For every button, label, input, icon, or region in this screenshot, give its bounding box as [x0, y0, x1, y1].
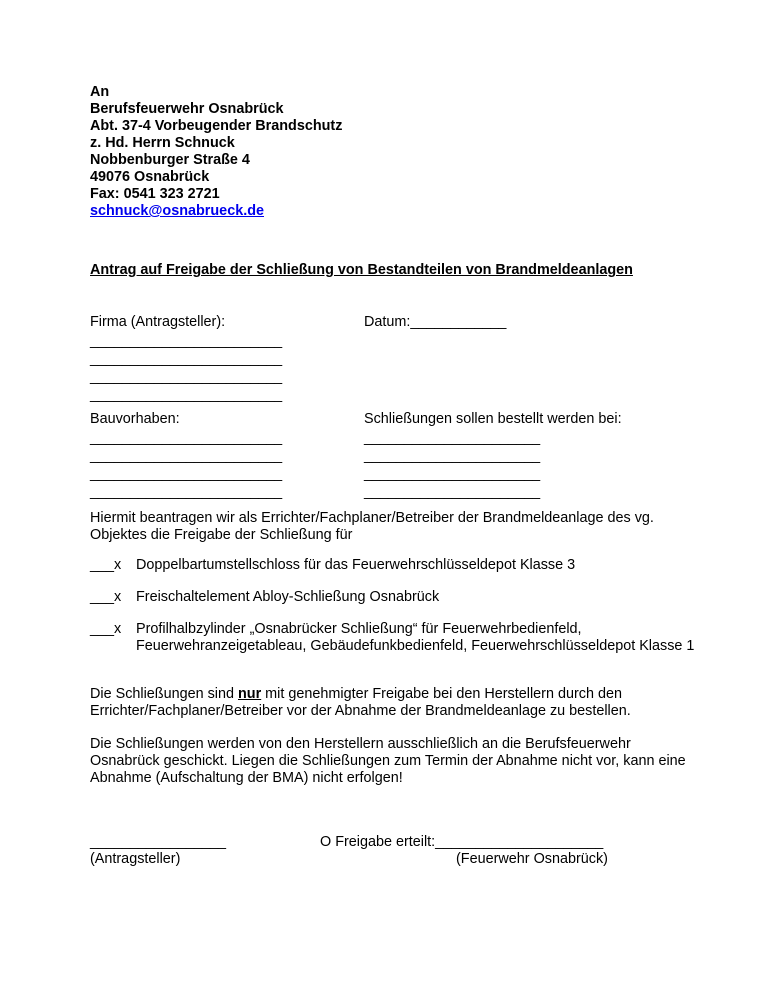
- bauvorhaben-label: Bauvorhaben:: [90, 411, 180, 427]
- bestellt-line[interactable]: ______________________: [364, 466, 541, 482]
- notice-paragraph: [90, 686, 690, 720]
- signature-label: (Antragsteller): [90, 851, 181, 867]
- notice-paragraph: Die Schließungen werden von den Herstellern ausschließlich an die Berufsfeuerwehr Osnabrück geschickt. Liegen die Schließungen zum Termin der Abnahme nicht vor, kann eine Abnahme (Aufschaltung der BMA) nicht erfolgen!: [90, 736, 686, 786]
- freigabe-field[interactable]: O Freigabe erteilt:_____________________: [320, 834, 604, 850]
- bauvorhaben-line[interactable]: ________________________: [90, 466, 283, 482]
- notice-text: mit genehmigter Freigabe bei den Herstellern durch den Errichter/Fachplaner/Betreiber vor der Abnahme der Brandmeldeanlage zu bestellen.: [90, 686, 631, 719]
- bauvorhaben-line[interactable]: ________________________: [90, 484, 283, 500]
- signature-line[interactable]: _________________: [90, 834, 227, 850]
- item-text: Profilhalbzylinder „Osnabrücker Schließung“ für Feuerwehrbedienfeld, Feuerwehranzeigetableau, Gebäudefunkbedienfeld, Feuerwehrschlüsseldepot Klasse 1: [136, 621, 695, 654]
- item-checkbox[interactable]: ___x: [90, 621, 122, 637]
- notice-emphasis: nur: [238, 686, 262, 702]
- address-line: An: [90, 84, 110, 100]
- bestellt-line[interactable]: ______________________: [364, 484, 541, 500]
- item-checkbox[interactable]: ___x: [90, 557, 122, 573]
- item-text: Doppelbartumstellschloss für das Feuerwehrschlüsseldepot Klasse 3: [136, 557, 576, 573]
- datum-field[interactable]: Datum:____________: [364, 314, 507, 330]
- firma-label: Firma (Antragsteller):: [90, 314, 226, 330]
- address-line: Abt. 37-4 Vorbeugender Brandschutz: [90, 118, 343, 134]
- address-line: Berufsfeuerwehr Osnabrück: [90, 101, 284, 117]
- recipient-address: [90, 84, 342, 220]
- freigabe-label: (Feuerwehr Osnabrück): [456, 851, 608, 867]
- bauvorhaben-line[interactable]: ________________________: [90, 448, 283, 464]
- email-link[interactable]: schnuck@osnabrueck.de: [90, 203, 264, 219]
- item-text: Freischaltelement Abloy-Schließung Osnabrück: [136, 589, 440, 605]
- item-checkbox[interactable]: ___x: [90, 589, 122, 605]
- address-line: Nobbenburger Straße 4: [90, 152, 250, 168]
- firma-line[interactable]: ________________________: [90, 351, 283, 367]
- bestellt-line[interactable]: ______________________: [364, 448, 541, 464]
- address-line: 49076 Osnabrück: [90, 169, 210, 185]
- address-line: Fax: 0541 323 2721: [90, 186, 220, 202]
- firma-line[interactable]: ________________________: [90, 387, 283, 403]
- bestellt-label: Schließungen sollen bestellt werden bei:: [364, 411, 622, 427]
- firma-line[interactable]: ________________________: [90, 333, 283, 349]
- bestellt-line[interactable]: ______________________: [364, 430, 541, 446]
- address-line: z. Hd. Herrn Schnuck: [90, 135, 235, 151]
- bauvorhaben-line[interactable]: ________________________: [90, 430, 283, 446]
- intro-paragraph: Hiermit beantragen wir als Errichter/Fachplaner/Betreiber der Brandmeldeanlage des vg. Objektes die Freigabe der Schließung für: [90, 510, 654, 543]
- notice-text: Die Schließungen sind: [90, 686, 238, 702]
- firma-line[interactable]: ________________________: [90, 369, 283, 385]
- document-title: Antrag auf Freigabe der Schließung von Bestandteilen von Brandmeldeanlagen: [90, 262, 633, 278]
